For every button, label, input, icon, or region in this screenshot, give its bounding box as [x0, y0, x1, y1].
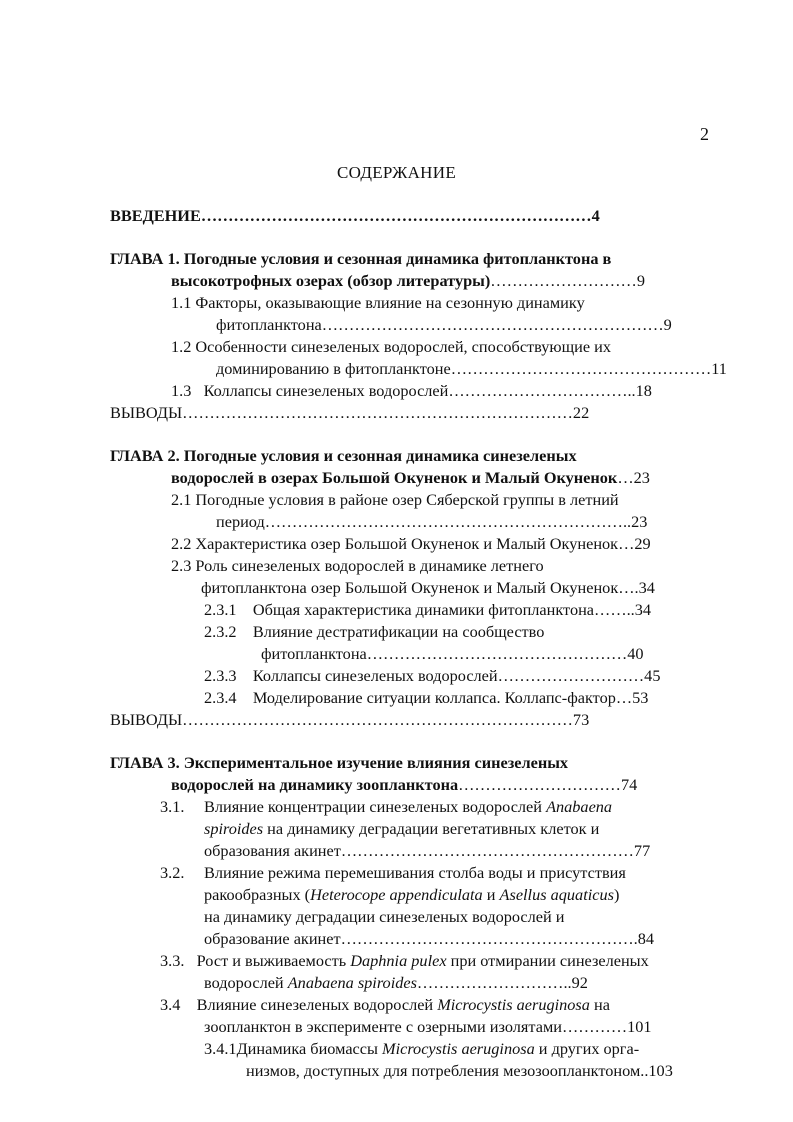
toc-entry-2-1-cont: период…………………………………………………………..23 [216, 512, 648, 531]
toc-entry-2-3-2: 2.3.2 Влияние дестратификации на сообщество [204, 622, 545, 641]
toc-entry-1-1-cont: фитопланктона………………………………………………………9 [216, 315, 672, 334]
toc-entry-conclusions-2: ВЫВОДЫ………………………………………………………………73 [110, 710, 590, 729]
chapter-1-title: ГЛАВА 1. Погодные условия и сезонная динамика фитопланктона в [110, 249, 612, 268]
toc-entry-conclusions-1: ВЫВОДЫ………………………………………………………………22 [110, 403, 590, 422]
chapter-1-title-cont: высокотрофных озерах (обзор литературы)………………………9 [171, 271, 645, 290]
toc-title: СОДЕРЖАНИЕ [336, 163, 457, 182]
toc-entry-1-1: 1.1 Факторы, оказывающие влияние на сезонную динамику [171, 293, 585, 312]
toc-entry-3-1-cont: spiroides на динамику деградации вегетативных клеток и [204, 819, 600, 838]
toc-entry-3-1-end: образования акинет………………………………………………77 [204, 841, 651, 860]
toc-entry-1-2-cont: доминированию в фитопланктоне…………………………………………11 [216, 359, 727, 378]
toc-entry-3-1-text: Влияние концентрации синезеленых водорослей Anabaena [204, 797, 613, 816]
toc-entry-3-4-1-cont: низмов, доступных для потребления мезозоопланктоном..103 [246, 1061, 673, 1080]
toc-entry-3-1: 3.1. [160, 797, 185, 816]
toc-entry-1-2: 1.2 Особенности синезеленых водорослей, способствующие их [171, 337, 611, 356]
chapter-3-title: ГЛАВА 3. Экспериментальное изучение влияния синезеленых [110, 753, 569, 772]
toc-entry-2-3-4: 2.3.4 Моделирование ситуации коллапса. Коллапс-фактор…53 [204, 688, 649, 707]
toc-entry-2-3-3: 2.3.3 Коллапсы синезеленых водорослей………………………45 [204, 666, 661, 685]
toc-entry-3-3: 3.3. Рост и выживаемость Daphnia pulex при отмирании синезеленых [160, 951, 649, 970]
toc-entry-3-4-cont: зоопланктон в эксперименте с озерными изолятами…………101 [204, 1017, 652, 1036]
toc-entry-2-3-cont: фитопланктона озер Большой Окуненок и Малый Окуненок….34 [201, 578, 655, 597]
toc-entry-1-3: 1.3 Коллапсы синезеленых водорослей……………………………..18 [171, 381, 652, 400]
chapter-3-title-cont: водорослей на динамику зоопланктона…………………………74 [171, 775, 638, 794]
toc-entry-3-3-cont: водорослей Anabaena spiroides………………………..92 [204, 973, 588, 992]
toc-entry-introduction: ВВЕДЕНИЕ………………………………………………………………4 [110, 206, 600, 225]
toc-entry-3-2-end: образование акинет……………………………………………….84 [204, 929, 655, 948]
toc-entry-2-3-1: 2.3.1 Общая характеристика динамики фитопланктона……..34 [204, 600, 652, 619]
toc-entry-2-3: 2.3 Роль синезеленых водорослей в динамике летнего [171, 556, 544, 575]
page-number: 2 [700, 124, 709, 144]
toc-entry-3-2: 3.2. [160, 863, 185, 882]
chapter-2-title-cont: водорослей в озерах Большой Окуненок и Малый Окуненок…23 [171, 468, 650, 487]
toc-entry-3-4-1: 3.4.1Динамика биомассы Microcystis aeruginosa и других орга- [204, 1039, 640, 1058]
toc-entry-2-2: 2.2 Характеристика озер Большой Окуненок и Малый Окуненок…29 [171, 534, 651, 553]
toc-entry-3-2-text: Влияние режима перемешивания столба воды и присутствия [204, 863, 626, 882]
toc-entry-3-2-cont: ракообразных (Heterocope appendiculata и Asellus aquaticus) [204, 885, 620, 904]
chapter-2-title: ГЛАВА 2. Погодные условия и сезонная динамика синезеленых [110, 446, 577, 465]
toc-entry-3-4: 3.4 Влияние синезеленых водорослей Microcystis aeruginosa на [160, 995, 610, 1014]
toc-entry-2-3-2-cont: фитопланктона…………………………………………40 [261, 644, 644, 663]
toc-entry-3-2-cont2: на динамику деградации синезеленых водорослей и [204, 907, 565, 926]
toc-entry-2-1: 2.1 Погодные условия в районе озер Сяберской группы в летний [171, 490, 619, 509]
